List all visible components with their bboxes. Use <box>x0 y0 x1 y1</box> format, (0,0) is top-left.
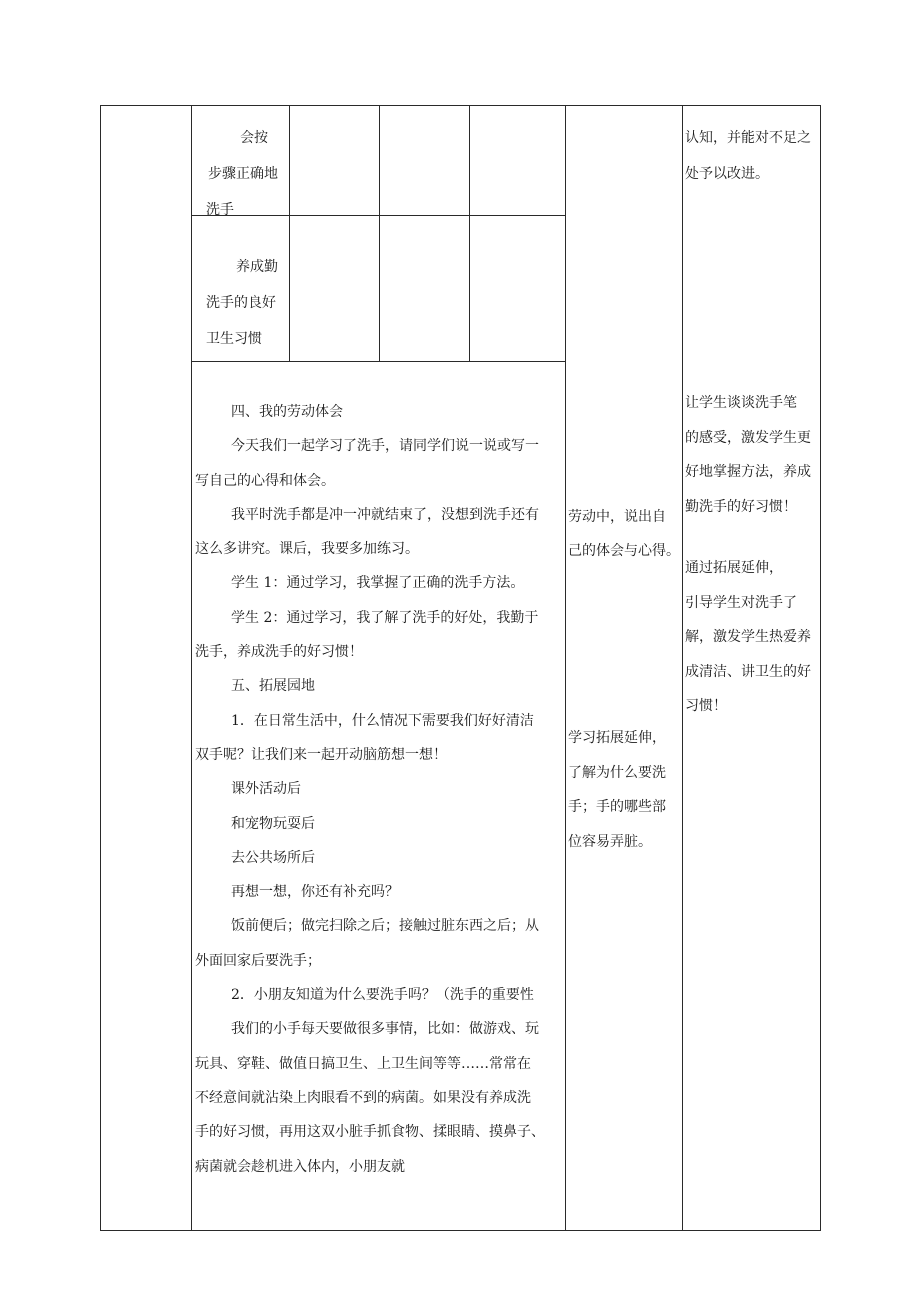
activity-line-17: 外面回家后要洗手； <box>195 952 321 969</box>
table-left-border <box>100 105 101 1231</box>
criterion-2-line-3: 卫生习惯 <box>206 331 262 347</box>
activity-line-1: 四、我的劳动体会 <box>231 404 343 420</box>
criterion-2-line-2: 洗手的良好 <box>206 295 276 311</box>
activity-line-16: 饭前便后；做完扫除之后；接触过脏东西之后；从 <box>231 918 539 935</box>
activity-line-21: 不经意间就沾染上肉眼看不到的病菌。如果没有养成洗 <box>195 1089 531 1106</box>
activity-line-7: 学生 2：通过学习，我了解了洗手的好处，我勤于 <box>231 609 539 626</box>
design-intent-1-line-2: 处予以改进。 <box>685 166 769 182</box>
student-activity-2-line-1: 学习拓展延伸， <box>568 730 666 746</box>
criterion-1-line-1: 会按 <box>240 130 268 146</box>
activity-line-6: 学生 1：通过学习，我掌握了正确的洗手方法。 <box>231 575 525 592</box>
criterion-1 <box>196 120 278 228</box>
design-intent-3-line-2: 引导学生对洗手了 <box>685 594 797 611</box>
activity-line-5: 这么多讲究。课后，我要多加练习。 <box>195 541 419 558</box>
activity-line-3: 写自己的心得和体会。 <box>195 472 335 489</box>
grid-col-divider-1 <box>289 105 290 362</box>
design-intent-3-line-5: 习惯！ <box>685 698 727 714</box>
design-intent-2-line-4: 勤洗手的好习惯！ <box>685 498 797 515</box>
activity-line-9: 五、拓展园地 <box>231 678 315 695</box>
design-intent-1-line-1: 认知，并能对不足之 <box>685 130 811 146</box>
activity-line-14: 去公共场所后 <box>231 849 315 866</box>
grid-col-divider-3 <box>469 105 470 362</box>
design-intent-3-line-3: 解，激发学生热爱养 <box>685 629 811 645</box>
criterion-1-line-2: 步骤正确地 <box>208 166 278 182</box>
student-activity-2-line-3: 手；手的哪些部 <box>568 799 666 815</box>
activity-line-2: 今天我们一起学习了洗手，请同学们说一说或写一 <box>231 438 539 455</box>
activity-line-10: 1．在日常生活中，什么情况下需要我们好好清洁 <box>231 712 534 729</box>
student-activity-block-2 <box>568 721 666 859</box>
student-activity-2-line-2: 了解为什么要洗 <box>568 764 666 781</box>
student-activity-1-line-1: 劳动中，说出自 <box>568 509 666 525</box>
design-intent-2-line-3: 好地掌握方法，养成 <box>685 464 811 480</box>
activity-line-23: 病菌就会趁机进入体内，小朋友就 <box>195 1158 405 1175</box>
design-intent-2-line-1: 让学生谈谈洗手笔 <box>685 395 797 411</box>
table-top-border <box>100 105 821 106</box>
design-intent-3-line-1: 通过拓展延伸， <box>685 560 783 576</box>
student-activity-1-line-2: 己的体会与心得。 <box>568 543 680 559</box>
activity-line-12: 课外活动后 <box>231 781 301 798</box>
column-divider-1 <box>191 105 192 1231</box>
column-divider-2 <box>565 105 566 1231</box>
activity-line-4: 我平时洗手都是冲一冲就结束了，没想到洗手还有 <box>231 506 539 523</box>
design-intent-3-line-4: 成清洁、讲卫生的好 <box>685 663 811 680</box>
activity-line-20: 玩具、穿鞋、做值日搞卫生、上卫生间等等……常常在 <box>195 1055 531 1072</box>
activity-line-11: 双手呢？让我们来一起开动脑筋想一想！ <box>195 746 447 763</box>
criterion-2 <box>196 249 278 357</box>
column-divider-3 <box>682 105 683 1231</box>
design-intent-block-3 <box>685 551 811 724</box>
table-right-border <box>820 105 821 1231</box>
activity-line-13: 和宠物玩耍后 <box>231 815 315 832</box>
activity-line-15: 再想一想，你还有补充吗？ <box>231 884 399 901</box>
activity-line-8: 洗手，养成洗手的好习惯！ <box>195 644 363 661</box>
activity-line-19: 我们的小手每天要做很多事情，比如：做游戏、玩 <box>231 1021 539 1038</box>
criterion-2-line-1: 养成勤 <box>236 259 278 275</box>
design-intent-block-2 <box>685 386 811 524</box>
design-intent-block-1 <box>685 120 811 192</box>
criterion-1-line-3: 洗手 <box>206 202 234 218</box>
activity-line-18: 2．小朋友知道为什么要洗手吗？（洗手的重要性 <box>231 987 534 1004</box>
student-activity-2-line-4: 位容易弄脏。 <box>568 833 652 850</box>
grid-col-divider-2 <box>379 105 380 362</box>
table-bottom-border <box>100 1230 821 1231</box>
design-intent-2-line-2: 的感受，激发学生更 <box>685 429 811 446</box>
activity-text <box>195 395 545 1184</box>
student-activity-block-1 <box>568 500 680 568</box>
activity-line-22: 手的好习惯，再用这双小脏手抓食物、揉眼睛、摸鼻子、 <box>195 1124 545 1141</box>
